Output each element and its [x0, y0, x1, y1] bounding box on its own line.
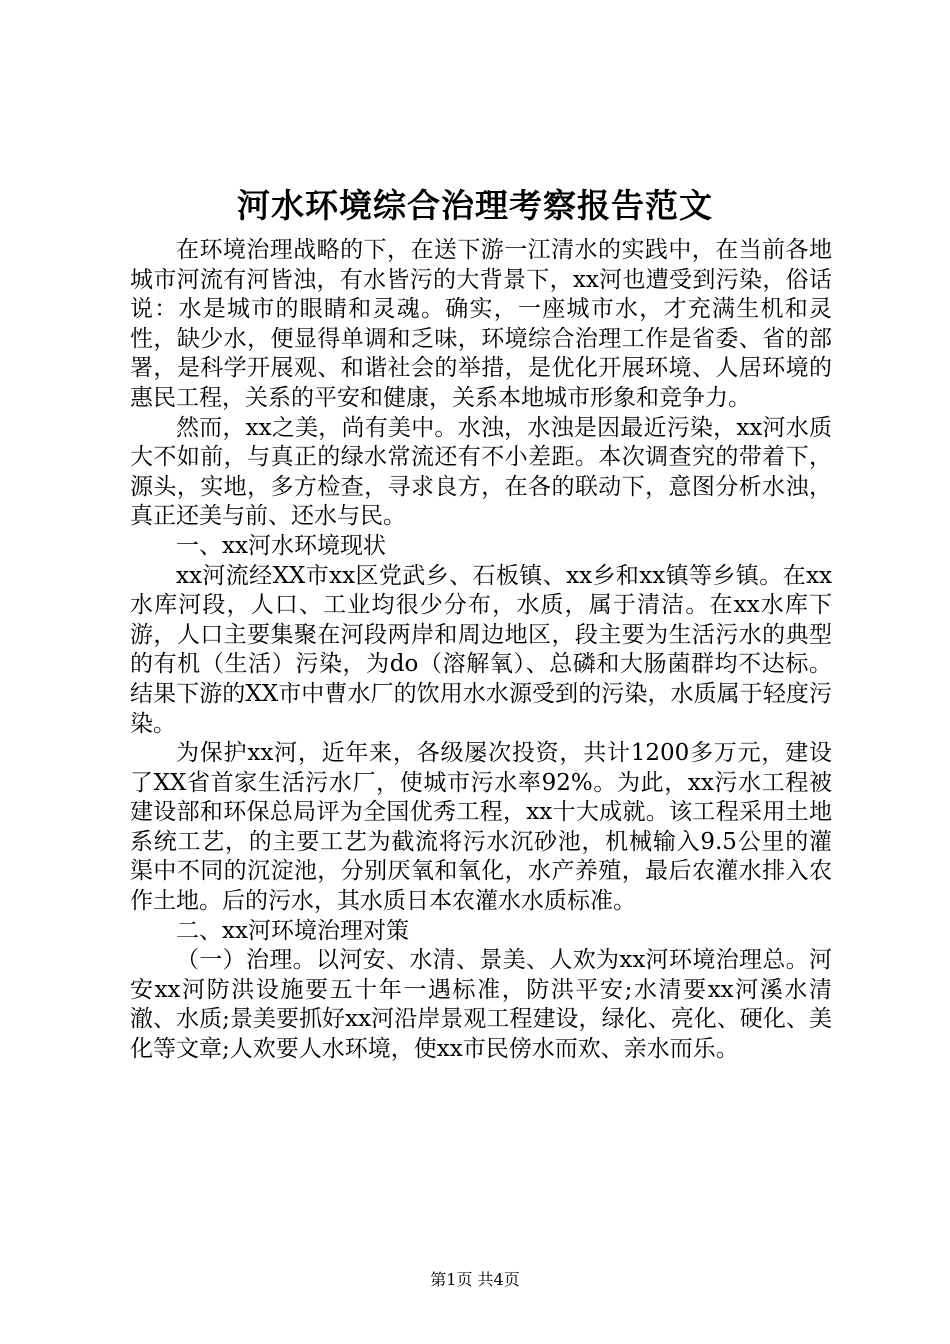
paragraph-protection: 为保护xx河，近年来，各级屡次投资，共计1200多万元，建设了XX省首家生活污水厂，使城市污水率92%。为此，xx污水工程被建设部和环保总局评为全国优秀工程，xx十大成就。该工程采用土地系统工艺，的主要工艺为截流将污水沉砂池，机械输入9.5公里的灌渠中不同的沉淀池，分别厌氧和氧化，水产养殖，最后农灌水排入农作土地。后的污水，其水质日本农灌水水质标准。: [130, 740, 832, 915]
section-heading-measures: 二、xx河环境治理对策: [176, 917, 409, 944]
document-title: 河水环境综合治理考察报告范文: [237, 186, 713, 225]
paragraph-governance: （一）治理。以河安、水清、景美、人欢为xx河环境治理总。河安xx河防洪设施要五十年一遇标准，防洪平安;水清要xx河溪水清澈、水质;景美要抓好xx河沿岸景观工程建设，绿化、亮化、硬化、美化等文章;人欢要人水环境，使xx市民傍水而欢、亲水而乐。: [130, 947, 832, 1063]
document-body: [130, 236, 832, 1065]
page-number: 第1页 共4页: [430, 1270, 520, 1289]
paragraph-intro: 在环境治理战略的下，在送下游一江清水的实践中，在当前各地城市河流有河皆浊，有水皆污的大背景下，xx河也遭受到污染，俗话说：水是城市的眼睛和灵魂。确实，一座城市水，才充满生机和灵性，缺少水，便显得单调和乏味，环境综合治理工作是省委、省的部署，是科学开展观、和谐社会的举措，是优化开展环境、人居环境的惠民工程，关系的平安和健康，关系本地城市形象和竞争力。: [130, 237, 832, 411]
paragraph-however: 然而，xx之美，尚有美中。水浊，水浊是因最近污染，xx河水质大不如前，与真正的绿水常流还有不小差距。本次调查究的带着下，源头，实地，多方检查，寻求良方，在各的联动下，意图分析水浊，真正还美与前、还水与民。: [130, 414, 832, 530]
section-heading-status: 一、xx河水环境现状: [176, 532, 386, 559]
paragraph-river-status: xx河流经XX市xx区党武乡、石板镇、xx乡和xx镇等乡镇。在xx水库河段，人口、工业均很少分布，水质，属于清洁。在xx水库下游，人口主要集聚在河段两岸和周边地区，段主要为生活污水的典型的有机（生活）污染，为do（溶解氧）、总磷和大肠菌群均不达标。结果下游的XX市中曹水厂的饮用水水源受到的污染，水质属于轻度污染。: [130, 562, 832, 737]
